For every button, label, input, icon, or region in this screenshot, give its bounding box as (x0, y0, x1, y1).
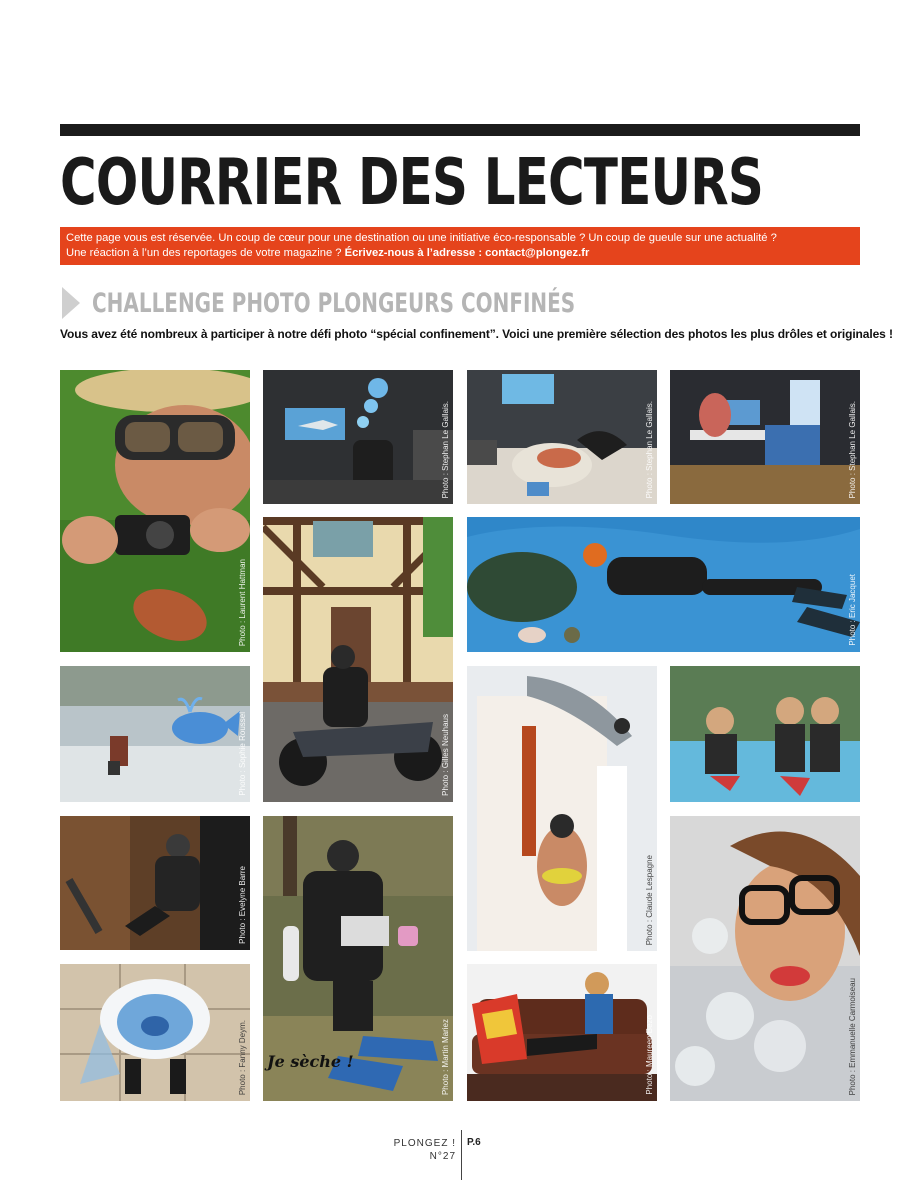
photo-whale (60, 666, 250, 802)
photo-hat-camera (60, 370, 250, 652)
photo-credit: Photo : Fanny Deym. (238, 1019, 247, 1095)
issue-number: N°27 (429, 1151, 456, 1162)
banner-line-2 (66, 246, 860, 261)
photo-credit: Photo : Sophie Roussel (238, 712, 247, 796)
photo-tarp-image (467, 517, 860, 652)
photo-toilet-image (60, 964, 250, 1101)
banner-line-1: Cette page vous est réservée. Un coup de cœur pour une destination ou une initiative éco-responsable ? Un coup de gueule sur une actualité ? (66, 232, 777, 244)
photo-credit: Photo : Martin Mariez (441, 1018, 450, 1095)
magazine-name (380, 1137, 456, 1163)
photo-credit: Photo : Eric Jacquet (848, 574, 857, 646)
photo-shark-tv-image (263, 370, 453, 504)
photo-credit: Photo : Emmanuelle Carmoiseau (848, 977, 857, 1095)
page-number: P.6 (467, 1137, 481, 1148)
section-intro: Vous avez été nombreux à participer à notre défi photo “spécial confinement”. Voici une première sélection des photos les plus drôles et originales ! (60, 327, 893, 341)
photo-couch-image (467, 964, 657, 1101)
photo-tarp (467, 517, 860, 652)
photo-beach-living (467, 370, 657, 504)
photo-credit: Photo : Claude Lespagne (645, 854, 654, 945)
photo-credit: Photo : Stephan Le Gallais. (441, 400, 450, 498)
photo-toilet (60, 964, 250, 1101)
photo-desk-dive (670, 370, 860, 504)
photo-shower-image (467, 666, 657, 951)
section-title: CHALLENGE PHOTO PLONGEURS CONFINÉS (92, 288, 576, 319)
photo-credit: Photo : Laurent Hattman (238, 558, 247, 646)
photo-credit: Photo : Maureen Bezo (645, 1015, 654, 1095)
photo-motorbike-image (263, 517, 453, 802)
photo-credit: Photo : Evelyne Barre (238, 866, 247, 944)
photo-pool-masks-image (670, 666, 860, 802)
banner-line-2-text: Une réaction à l’un des reportages de votre magazine ? (66, 246, 345, 259)
photo-desk-dive-image (670, 370, 860, 504)
photo-laptop (263, 816, 453, 1101)
photo-rebreather-image (60, 816, 250, 950)
photo-pool-masks (670, 666, 860, 802)
photo-shower (467, 666, 657, 951)
contact-email-link[interactable]: Écrivez-nous à l’adresse : contact@plongez.fr (344, 246, 590, 259)
photo-motorbike (263, 517, 453, 802)
photo-bubble-face-image (670, 816, 860, 1101)
reader-info-banner (60, 227, 860, 265)
section-arrow-icon (62, 287, 80, 319)
header-rule (60, 124, 860, 136)
magazine-title: PLONGEZ ! (393, 1138, 456, 1149)
photo-whale-image (60, 666, 250, 802)
footer-divider (461, 1130, 462, 1180)
photo-rebreather (60, 816, 250, 950)
photo-credit: Photo : Stephan Le Gallais. (848, 400, 857, 498)
photo-caption: Je sèche ! (267, 1052, 354, 1071)
photo-credit: Photo : Stephan Le Gallais. (645, 400, 654, 498)
photo-beach-living-image (467, 370, 657, 504)
photo-bubble-face (670, 816, 860, 1101)
photo-hat-camera-image (60, 370, 250, 652)
photo-shark-tv (263, 370, 453, 504)
page-title: COURRIER DES LECTEURS (60, 146, 764, 220)
photo-couch (467, 964, 657, 1101)
photo-credit: Photo : Gilles Neuhaus (441, 714, 450, 796)
